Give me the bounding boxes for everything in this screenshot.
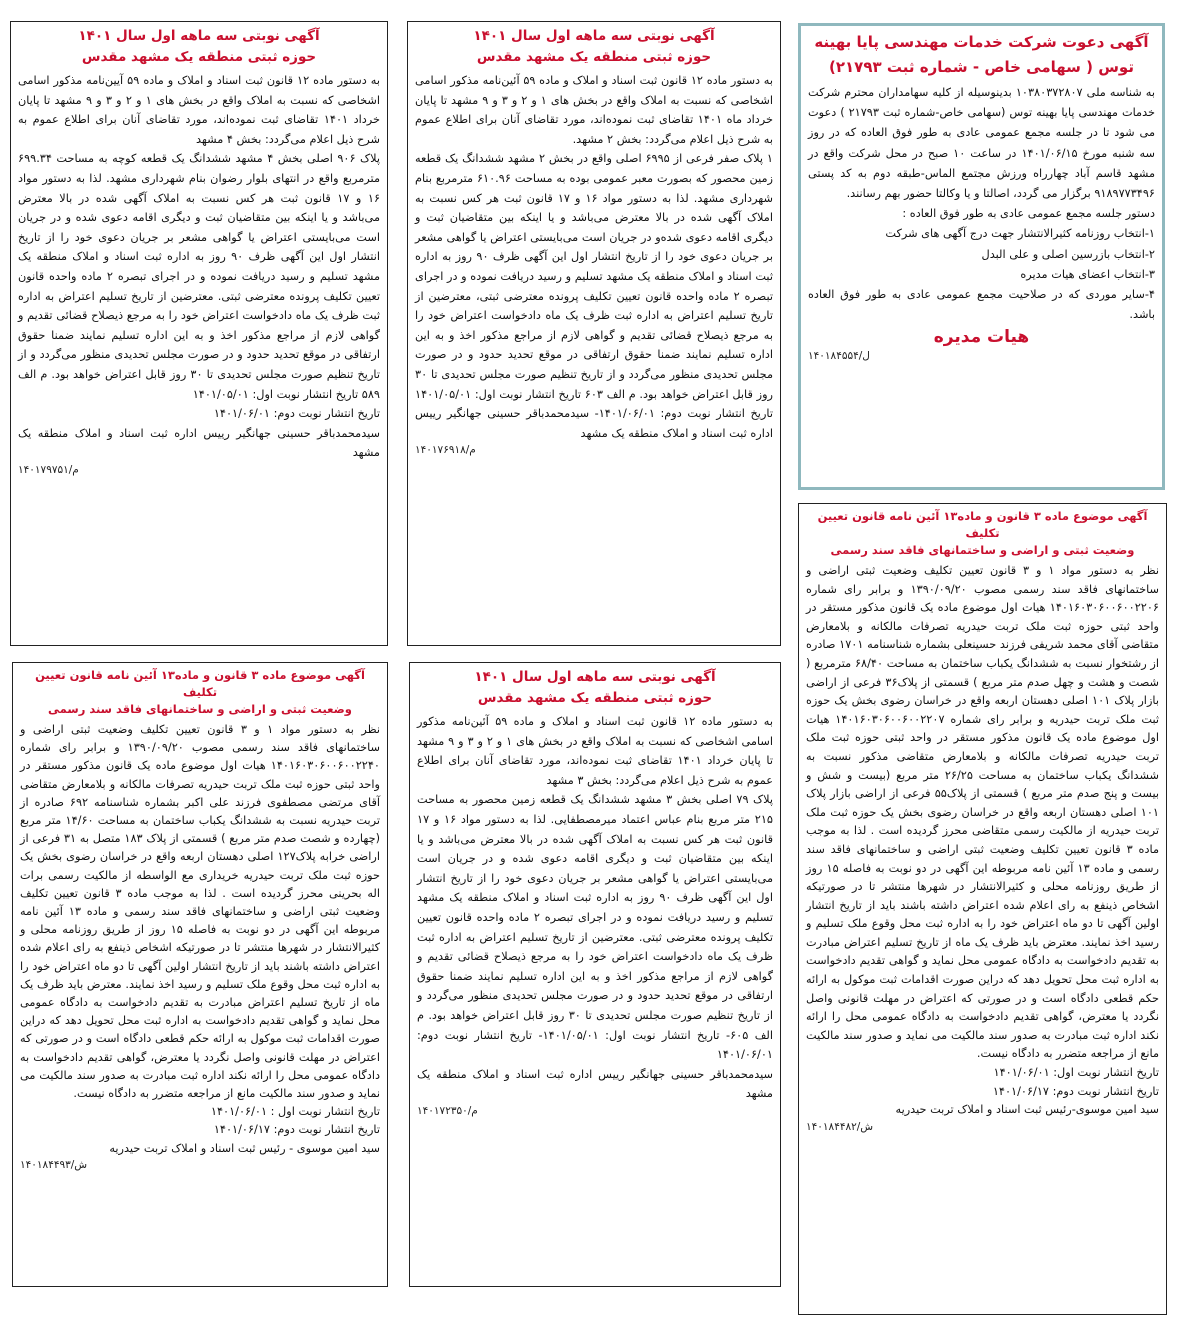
invitation-title bbox=[808, 30, 1155, 80]
article-date: تاریخ انتشار نوبت دوم: ۱۴۰۱/۰۶/۱۷ bbox=[213, 1123, 380, 1137]
invitation-agenda-item: ۱-انتخاب روزنامه کثیرالانتشار جهت درج آگهی های شرکت bbox=[885, 227, 1155, 241]
article-date: تاریخ انتشار نوبت اول : ۱۴۰۱/۰۶/۰۱ bbox=[210, 1105, 380, 1119]
invitation-ad bbox=[798, 23, 1165, 490]
invitation-agenda-item: ۴-سایر موردی که در صلاحیت مجمع عمومی عادی به طور فوق العاده باشد. bbox=[808, 288, 1155, 322]
article-title-line2: وضعیت ثبتی و اراضی و ساختمانهای فاقد سند رسمی bbox=[48, 702, 352, 716]
notice-ad-mid-bottom bbox=[409, 662, 781, 1287]
notice-ad-left-top bbox=[10, 21, 388, 646]
notice-paragraph: به دستور ماده ۱۲ قانون ثبت اسناد و املاک و ماده ۵۹ آئین‌نامه مذکور اسامی اشخاصی که نسبت به املاک واقع در بخش های ۱ و ۲ و ۳ و ۹ مشهد تا پایان خرداد ۱۴۰۱ تقاضای ثبت نموده‌اند، مورد تقاضای آنان برای اطلاع عموم به شرح ذیل اعلام می‌گردد: بخش ۳ مشهد bbox=[417, 715, 774, 787]
article-code: ۱۴۰۱۸۴۴۹۳/ش bbox=[20, 1158, 88, 1171]
article-title-line1: آگهی موضوع ماده ۳ قانون و ماده۱۳ آئین نامه قانون تعیین تکلیف bbox=[817, 509, 1148, 540]
invitation-signature: هیات مدیره bbox=[933, 327, 1030, 348]
notice-code: ۱۴۰۱۷۶۹۱۸/م bbox=[415, 444, 476, 457]
notice-code: ۱۴۰۱۷۹۷۵۱/م bbox=[18, 463, 79, 476]
notice-body bbox=[415, 71, 773, 443]
notice-paragraph: به دستور ماده ۱۲ قانون ثبت اسناد و املاک و ماده ۵۹ آئین‌نامه مذکور اسامی اشخاصی که نسبت به املاک واقع در بخش های ۱ و ۲ و ۳ و ۹ مشهد تا پایان خرداد ماه ۱۴۰۱ تقاضای ثبت نموده‌اند، مورد تقاضای آنان برای اطلاع عموم به شرح ذیل اعلام می‌گردد: بخش ۲ مشهد. bbox=[415, 74, 773, 146]
invitation-title-line2: توس ( سهامی خاص - شماره ثبت ۲۱۷۹۳) bbox=[829, 58, 1134, 76]
article-title bbox=[20, 667, 380, 718]
notice-ad-mid-top bbox=[407, 21, 781, 646]
notice-title-line2: حوزه ثبتی منطقه یک مشهد مقدس bbox=[476, 49, 712, 65]
notice-title bbox=[417, 667, 773, 709]
notice-paragraph: به دستور ماده ۱۲ قانون ثبت اسناد و املاک و ماده ۵۹ آیین‌نامه مذکور اسامی اشخاصی که نسبت به املاک واقع در بخش های ۱ و ۲ و ۳ و ۹ مشهد تا پایان خرداد ۱۴۰۱ تقاضای ثبت نموده‌اند، مورد تقاضای آنان برای اطلاع عموم به شرح ذیل اعلام می‌گردد: بخش ۴ مشهد bbox=[18, 74, 381, 146]
notice-body bbox=[18, 71, 380, 463]
article-body bbox=[806, 562, 1159, 1120]
notice-title-line2: حوزه ثبتی منطقه یک مشهد مقدس bbox=[81, 49, 317, 65]
notice-title-line2: حوزه ثبتی منطقه یک مشهد مقدس bbox=[477, 690, 713, 706]
invitation-agenda-heading: دستور جلسه مجمع عمومی عادی به طور فوق العاده : bbox=[902, 207, 1155, 221]
article-signatory: سید امین موسوی - رئیس ثبت اسناد و املاک تربت حیدریه bbox=[109, 1141, 380, 1155]
notice-paragraph: پلاک ۹۰۶ اصلی بخش ۴ مشهد ششدانگ یک قطعه کوچه به مساحت ۶۹۹.۳۴ مترمربع واقع در انتهای بلوار رضوان بنام شهرداری مشهد. لذا به دستور مواد ۱۶ و ۱۷ قانون ثبت هر کس نسبت به املاک آگهی شده در بالا معترض می‌باشد و یا اینکه بین متقاضیان ثبت و دیگری اقامه دعوی شده و در جریان است می‌بایستی اعتراض یا گواهی مشعر بر جریان دعوی خود را از تاریخ انتشار اول این آگهی ظرف ۹۰ روز به اداره ثبت اسناد و املاک منطقه یک مشهد تسلیم و رسید دریافت نموده و در اجرای تبصره ۲ ماده واحده قانون تعیین تکلیف پرونده معترضی ثبتی. معترضین از تاریخ تسلیم اعتراض به اداره ثبت ظرف یک ماه دادخواست اعتراض خود را به مرجع ذیصلاح قضائی تقدیم و گواهی لازم از مراجع مذکور اخذ و به این اداره تسلیم نمایند ضمنا حقوق ارتفاقی در موقع تحدید حدود و در صورت مجلس تحدیدی منظور می‌گردد و از تاریخ تنظیم صورت مجلس تحدیدی تا ۳۰ روز قابل اعتراض خواهد بود. م الف ۵۸۹ تاریخ انتشار نوبت اول: ۱۴۰۱/۰۵/۰۱ bbox=[18, 152, 381, 401]
article-title-line1: آگهی موضوع ماده ۳ قانون و ماده۱۳ آئین نامه قانون تعیین تکلیف bbox=[35, 668, 365, 699]
article-date: تاریخ انتشار نوبت اول: ۱۴۰۱/۰۶/۰۱ bbox=[993, 1066, 1159, 1080]
notice-title bbox=[18, 26, 380, 68]
invitation-title-line1: آگهی دعوت شرکت خدمات مهندسی پایا بهینه bbox=[814, 33, 1149, 51]
notice-title-line1: آگهی نوبتی سه ماهه اول سال ۱۴۰۱ bbox=[78, 28, 320, 44]
article-title-line2: وضعیت ثبتی و اراضی و ساختمانهای فاقد سند رسمی bbox=[830, 543, 1135, 557]
article-date: تاریخ انتشار نوبت دوم: ۱۴۰۱/۰۶/۱۷ bbox=[992, 1084, 1159, 1098]
notice-signatory: سیدمحمدباقر حسینی جهانگیر رییس اداره ثبت اسناد و املاک منطقه یک مشهد bbox=[18, 426, 380, 460]
invitation-agenda-item: ۲-انتخاب بازرسین اصلی و علی البدل bbox=[981, 247, 1155, 261]
article-title bbox=[806, 508, 1159, 559]
notice-title bbox=[415, 26, 773, 68]
article-paragraph: نظر به دستور مواد ۱ و ۳ قانون تعیین تکلیف وضعیت ثبتی اراضی و ساختمانهای فاقد سند رسمی مصوب ۱۳۹۰/۰۹/۲۰ و برابر رای شماره ۱۴۰۱۶۰۳۰۶۰۰۶۰۰۲۲۴۰ هیات اول موضوع ماده یک قانون مذکور مستقر در واحد ثبتی حوزه ثبت ملک تربت حیدریه تصرفات مالکانه و بلامعارض متقاضی آقای مرتضی مصطفوی فرزند علی اکبر بشماره شناسنامه ۶۹۲ صادره از تربت حیدریه نسبت به ششدانگ یکباب ساختمان به مساحت ۱۴/۶۰ متر مربع (چهارده و شصت صدم متر مربع ) قسمتی از پلاک ۱۸۳ متصل به ۳۱ فرعی از اراضی خرابه پلاک۱۲۷ اصلی دهستان اربعه واقع در خراسان رضوی بخش یک حوزه ثبت ملک تربت حیدریه خریداری مع الواسطه از مالکیت رسمی برات اله بحرینی محرز گردیده است . لذا به موجب ماده ۳ قانون تعیین تکلیف وضعیت ثبتی اراضی و ساختمانهای فاقد سند رسمی و ماده ۱۳ آئین نامه مربوطه این آگهی در دو نوبت به فاصله ۱۵ روز از طریق روزنامه محلی و کثیرالانتشار در شهرها منتشر تا در صورتیکه اشخاص ذینفع به رای اعلام شده اعتراض داشته باشند باید از تاریخ انتشار اولین آگهی تا دو ماه اعتراض خود را به اداره ثبت محل وقوع ملک تسلیم و رسید اخذ نمایند. معترض باید ظرف یک ماه از تاریخ تسلیم اعتراض مبادرت به تقدیم دادخواست به دادگاه عمومی محل نماید و گواهی تقدیم دادخواست به اداره ثبت محل تحویل دهد که دراین صورت اقدامات ثبت موکول به ارائه حکم قطعی دادگاه است و در صورتی که اعتراض در مهلت قانونی واصل نگردد یا معترض، گواهی تقدیم دادخواست به دادگاه عمومی محل را ارائه نکند اداره ثبت مبادرت به صدور سند مالکیت می نماید و صدور سند مالکیت مانع از مراجعه متضرر به دادگاه نیست. bbox=[20, 723, 381, 1101]
notice-code: ۱۴۰۱۷۲۳۵۰/م bbox=[417, 1104, 478, 1117]
article-ad-left bbox=[12, 662, 388, 1287]
article-body bbox=[20, 721, 380, 1158]
notice-signatory: سیدمحمدباقر حسینی جهانگیر رییس اداره ثبت اسناد و املاک منطقه یک مشهد bbox=[417, 1067, 773, 1101]
invitation-agenda-item: ۳-انتخاب اعضای هیات مدیره bbox=[1020, 267, 1155, 281]
notice-paragraph: ۱ پلاک صفر فرعی از ۶۹۹۵ اصلی واقع در بخش ۲ مشهد ششدانگ یک قطعه زمین محصور که بصورت معبر عمومی بوده به مساحت ۶۱۰.۹۶ مترمربع بنام شهرداری مشهد. لذا به دستور مواد ۱۶ و ۱۷ قانون ثبت هر کس نسبت به املاک آگهی شده در بالا معترض می‌باشد و یا اینکه بین متقاضیان ثبت و دیگری اقامه دعوی شده‌و در جریان است می‌بایستی اعتراض یا گواهی مشعر بر جریان دعوی خود را از تاریخ انتشار اول این آگهی ظرف ۹۰ روز به اداره ثبت اسناد و املاک منطقه یک مشهد تسلیم و رسید دریافت نموده و در اجرای تبصره ۲ ماده واحده قانون تعیین تکلیف پرونده معترضی ثبتی، معترضین از تاریخ تسلیم اعتراض به اداره ثبت ظرف یک ماه دادخواست اعتراض خود را به مرجع ذیصلاح قضائی تقدیم و گواهی لازم از مراجع مذکور اخذ و به این اداره تسلیم نمایند ضمنا حقوق ارتفاقی در موقع تحدید حدود و در صورت مجلس تحدیدی منظور می‌گردد و از تاریخ تنظیم صورت مجلس تحدیدی تا ۳۰ روز قابل اعتراض خواهد بود. م الف ۶۰۳ تاریخ انتشار نوبت اول: ۱۴۰۱/۰۵/۰۱ تاریخ انتشار نوبت دوم: ۱۴۰۱/۰۶/۰۱- سیدمحمدباقر حسینی جهانگیر رییس اداره ثبت اسناد و املاک منطقه یک مشهد bbox=[415, 152, 774, 440]
notice-title-line1: آگهی نوبتی سه ماهه اول سال ۱۴۰۱ bbox=[474, 669, 716, 685]
notice-title-line1: آگهی نوبتی سه ماهه اول سال ۱۴۰۱ bbox=[473, 28, 715, 44]
invitation-code: ۱۴۰۱۸۴۵۵۴/ل bbox=[808, 350, 870, 363]
notice-body bbox=[417, 712, 773, 1104]
notice-paragraph: پلاک ۷۹ اصلی بخش ۳ مشهد ششدانگ یک قطعه زمین محصور به مساحت ۲۱۵ متر مربع بنام عباس اعتماد میرمصطفایی. لذا به دستور مواد ۱۶ و ۱۷ قانون ثبت هر کس نسبت به املاک آگهی شده در بالا معترض می‌باشد و یا اینکه بین متقاضیان ثبت و دیگری اقامه دعوی شده و در جریان است می‌بایستی اعتراض یا گواهی مشعر بر جریان دعوی خود را از تاریخ انتشار اول این آگهی ظرف ۹۰ روز به اداره ثبت اسناد و املاک منطقه یک مشهد تسلیم و رسید دریافت نموده و در اجرای تبصره ۲ ماده واحده قانون تعیین تکلیف پرونده معترضی ثبتی. معترضین از تاریخ تسلیم اعتراض به اداره ثبت ظرف یک ماه دادخواست اعتراض خود را به مرجع ذیصلاح قضائی تقدیم و گواهی لازم از مراجع مذکور اخذ و به این اداره تسلیم نمایند ضمنا حقوق ارتفاقی در موقع تحدید حدود و در صورت مجلس تحدیدی منظور می‌گردد و از تاریخ تنظیم صورت مجلس تحدیدی تا ۳۰ روز قابل اعتراض خواهد بود. م الف ۶۰۵- تاریخ انتشار نوبت اول: ۱۴۰۱/۰۵/۰۱- تاریخ انتشار نوبت دوم: ۱۴۰۱/۰۶/۰۱ bbox=[417, 793, 774, 1062]
invitation-paragraph: به شناسه ملی ۱۰۳۸۰۳۷۲۸۰۷ بدینوسیله از کلیه سهامداران محترم شرکت خدمات مهندسی پایا بهینه توس (سهامی خاص-شماره ثبت ۲۱۷۹۳ ) دعوت می شود تا در جلسه مجمع عمومی عادی به طور فوق العاده که در روز سه شنبه مورخ ۱۴۰۱/۰۶/۱۵ در ساعت ۱۰ صبح در محل شرکت واقع در مشهد قاسم آباد چهارراه ورزش مجتمع الماس-طبقه دوم به کد پستی ۹۱۸۹۷۷۳۴۹۶ برگزار می گردد، اصالتا و یا وکالتا حضور بهم رسانند. bbox=[808, 86, 1155, 201]
invitation-body bbox=[808, 83, 1155, 325]
article-ad-right bbox=[798, 503, 1167, 1315]
article-code: ۱۴۰۱۸۴۴۸۲/ش bbox=[806, 1120, 874, 1133]
article-paragraph: نظر به دستور مواد ۱ و ۳ قانون تعیین تکلیف وضعیت ثبتی اراضی و ساختمانهای فاقد سند رسمی مصوب ۱۳۹۰/۰۹/۲۰ و برابر رای شماره ۱۴۰۱۶۰۳۰۶۰۰۶۰۰۲۲۰۶ هیات اول موضوع ماده یک قانون مذکور مستقر در واحد ثبتی حوزه ثبت ملک تربت حیدریه تصرفات مالکانه و بلامعارض متقاضی آقای محمد شریفی فرزند حسینعلی بشماره شناسنامه ۱۷۰۱ صادره از رشتخوار نسبت به ششدانگ یکباب ساختمان به مساحت ۶۸/۴۰ مترمربع ( شصت و هشت و چهل صدم متر مربع ) قسمتی از پلاک۳۶ فرعی از اراضی بازار پلاک ۱۰۱ اصلی دهستان اربعه واقع در خراسان رضوی بخش یک حوزه ثبت ملک تربت حیدریه و برابر رای شماره ۱۴۰۱۶۰۳۰۶۰۰۶۰۰۲۲۰۷ هیات اول موضوع ماده یک قانون مذکور مستقر در واحد ثبتی حوزه ثبت ملک تربت حیدریه تصرفات مالکانه و بلامعارض متقاضی مذکور نسبت به ششدانگ یکباب ساختمان به مساحت ۲۶/۲۵ متر مربع (بیست و شش و بیست و پنج صدم متر مربع ) قسمتی از پلاک۵۵ فرعی از اراضی بازار پلاک ۱۰۱ اصلی دهستان اربعه واقع در خراسان رضوی بخش یک حوزه ثبت ملک تربت حیدریه از مالکیت رسمی متقاضی محرز گردیده است . لذا به موجب ماده ۳ قانون تعیین تکلیف وضعیت ثبتی اراضی و ساختمانهای فاقد سند رسمی و ماده ۱۳ آئین نامه مربوطه این آگهی در دو نوبت به فاصله ۱۵ روز از طریق روزنامه محلی و کثیرالانتشار در شهرها منتشر تا در صورتیکه اشخاص ذینفع به رای اعلام شده اعتراض داشته باشند باید از تاریخ انتشار اولین آگهی تا دو ماه اعتراض خود را به اداره ثبت محل وقوع ملک تسلیم و رسید اخذ نمایند. معترض باید ظرف یک ماه از تاریخ تسلیم اعتراض مبادرت به تقدیم دادخواست به دادگاه عمومی محل نماید و گواهی تقدیم دادخواست به اداره ثبت محل تحویل دهد که دراین صورت اقدامات ثبت موکول به ارائه حکم قطعی دادگاه است و در صورتی که اعتراض در مهلت قانونی واصل نگردد یا معترض، گواهی تقدیم دادخواست به دادگاه عمومی محل را ارائه نکند اداره ثبت مبادرت به صدور سند مالکیت می نماید و صدور سند مالکیت مانع از مراجعه متضرر به دادگاه نیست. bbox=[806, 564, 1160, 1061]
notice-date: تاریخ انتشار نوبت دوم: ۱۴۰۱/۰۶/۰۱ bbox=[213, 407, 380, 421]
article-signatory: سید امین موسوی-رئیس ثبت اسناد و املاک تربت حیدریه bbox=[895, 1103, 1159, 1117]
